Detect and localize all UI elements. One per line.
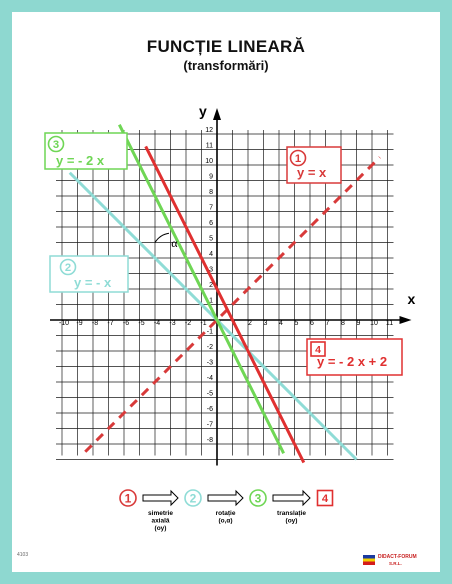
flow-transform-label: rotație <box>215 510 236 517</box>
y-tick-label: -7 <box>206 421 213 429</box>
x-tick-label: 4 <box>279 320 283 327</box>
series-label-4: y = - 2 x + 2 <box>317 354 388 369</box>
y-axis-arrow <box>213 108 221 120</box>
x-tick-label: 8 <box>341 320 345 327</box>
x-tick-label: -3 <box>169 320 176 327</box>
y-tick-label: 5 <box>209 235 213 243</box>
x-tick-label: 11 <box>385 320 394 327</box>
y-tick-label: -3 <box>206 359 213 367</box>
flow-step-3-number: 3 <box>254 491 262 506</box>
y-tick-label: -5 <box>206 390 213 398</box>
x-tick-label: 2 <box>248 320 252 327</box>
x-tick-label: 10 <box>370 320 378 327</box>
y-axis-label: y <box>199 103 207 119</box>
x-tick-label: -10 <box>58 320 70 327</box>
y-tick-label: 9 <box>209 173 213 181</box>
flow-transform-label: axială <box>151 517 170 525</box>
x-tick-label: -7 <box>107 320 114 327</box>
flow-transform-label: (oy) <box>285 517 298 525</box>
publisher-name: DIDACT-FORUM <box>378 554 417 560</box>
y-tick-label: 12 <box>205 127 213 134</box>
y-tick-label: 1 <box>209 297 213 305</box>
page-subtitle: (transformări) <box>183 58 269 73</box>
flow-arrow-icon <box>273 491 310 505</box>
series-number-2-number: 2 <box>64 262 72 275</box>
y-tick-label: 6 <box>209 220 213 227</box>
flow-step-4-number: 4 <box>321 493 329 506</box>
publisher-logo <box>363 553 423 569</box>
x-tick-label: 9 <box>356 320 361 327</box>
y-tick-label: 8 <box>209 189 213 196</box>
y-tick-label: 7 <box>209 204 213 212</box>
x-tick-label: -6 <box>122 320 130 327</box>
series-number-3-number: 3 <box>52 139 60 152</box>
x-axis-arrow <box>400 316 412 324</box>
y-tick-label: -6 <box>206 406 213 413</box>
x-tick-label: -8 <box>91 320 99 327</box>
flow-transform-label: translație <box>277 510 306 517</box>
flow-transform-label: (o,α) <box>218 517 233 525</box>
flag-icon <box>363 555 375 565</box>
angle-label: α <box>171 236 178 251</box>
series-label-3: y = - 2 x <box>56 153 105 168</box>
x-tick-label: 6 <box>310 320 314 327</box>
series-label-1: y = x <box>297 165 327 180</box>
flow-arrow-icon <box>208 491 243 505</box>
y-tick-label: -8 <box>206 437 213 444</box>
series-number-4-number: 4 <box>315 343 321 356</box>
page-title: FUNCȚIE LINEARĂ <box>146 37 306 56</box>
x-tick-label: -4 <box>153 320 161 327</box>
y-tick-label: 10 <box>205 158 213 165</box>
publisher-suffix: S.R.L. <box>389 561 402 566</box>
x-tick-label: -9 <box>76 320 83 327</box>
series-label-2: y = - x <box>74 275 112 290</box>
y-tick-label: 2 <box>209 282 213 289</box>
series-line-2 <box>70 173 357 460</box>
x-tick-label: -1 <box>200 320 207 327</box>
y-tick-label: -4 <box>206 375 213 382</box>
x-tick-label: 7 <box>325 320 330 327</box>
flow-step-2-number: 2 <box>189 491 197 506</box>
angle-arc <box>155 233 169 242</box>
x-tick-label: -5 <box>138 320 145 327</box>
flow-transform-label: simetrie <box>148 510 173 517</box>
y-tick-label: -1 <box>206 328 213 336</box>
poster-code: 4103 <box>17 552 29 558</box>
series-number-1-number: 1 <box>294 153 302 166</box>
x-tick-label: -2 <box>184 320 192 327</box>
x-tick-label: 5 <box>294 320 299 327</box>
y-tick-label: 3 <box>209 266 213 274</box>
flow-step-1-number: 1 <box>124 491 132 506</box>
y-tick-label: 11 <box>205 142 213 150</box>
y-tick-label: -2 <box>206 344 213 351</box>
y-tick-label: 4 <box>209 251 213 258</box>
x-axis-label: x <box>407 291 416 307</box>
flow-arrow-icon <box>143 491 178 505</box>
flow-transform-label: (oy) <box>154 525 167 532</box>
x-tick-label: 3 <box>263 320 268 327</box>
